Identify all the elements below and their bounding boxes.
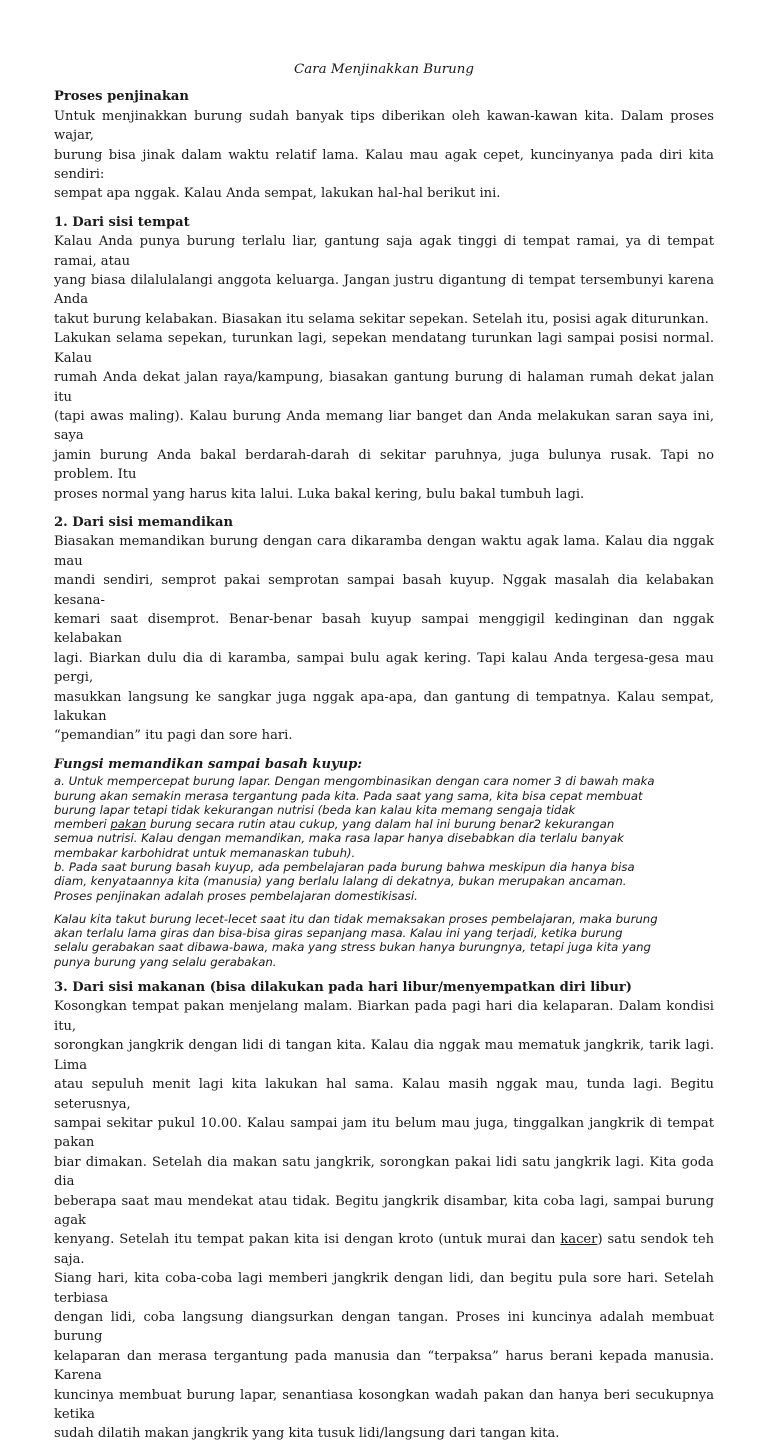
text-line: proses normal yang harus kita lalui. Luka bakal kering, bulu bakal tumbuh lagi. [54, 486, 585, 502]
text-line: jamin burung Anda bakal berdarah-darah di sekitar paruhnya, juga bulunya rusak. Tapi no problem. Itu [54, 447, 714, 483]
kacer-link[interactable]: kacer [560, 1232, 598, 1248]
text-line: sorongkan jangkrik dengan lidi di tangan kita. Kalau dia nggak mau mematuk jangkrik, tarik lagi. Lima [54, 1038, 714, 1073]
text-fragment: kenyang. Setelah itu tempat pakan kita isi dengan kroto (untuk murai dan [54, 1232, 561, 1248]
text-line: kelaparan dan merasa tergantung pada manusia dan “terpaksa” harus berani kepada manusia. Karena [54, 1348, 714, 1384]
fungsi-heading: Fungsi memandikan sampai basah kuyup: [54, 756, 363, 772]
text-line [54, 817, 714, 831]
text-line: burung lapar tetapi tidak kekurangan nutrisi (beda kan kalau kita memang sengaja tidak [54, 802, 576, 817]
text-line: b. Pada saat burung basah kuyup, ada pembelajaran pada burung bahwa meskipun dia hanya bisa [54, 860, 635, 874]
text-line: dengan lidi, coba langsung diangsurkan dengan tangan. Proses ini kuncinya adalah membuat burung [54, 1309, 714, 1345]
document-title: Cara Menjinakkan Burung [294, 62, 474, 77]
section-2-paragraph [54, 532, 714, 745]
text-line: Kosongkan tempat pakan menjelang malam. Biarkan pada pagi hari dia kelaparan. Dalam kondisi itu, [54, 999, 714, 1034]
text-line: sempat apa nggak. Kalau Anda sempat, lakukan hal-hal berikut ini. [54, 186, 501, 202]
text-line: semua nutrisi. Kalau dengan memandikan, maka rasa lapar hanya disebabkan dia terlalu banyak [54, 831, 624, 846]
text-line: burung bisa jinak dalam waktu relatif lama. Kalau mau agak cepet, kuncinyanya pada diri kita sendiri: [54, 147, 714, 183]
text-line: masukkan langsung ke sangkar juga nggak apa-apa, dan gantung di tempatnya. Kalau sempat, lakukan [54, 689, 714, 724]
text-line: Proses penjinakan adalah proses pembelajaran domestikisasi. [54, 888, 418, 903]
text-line: “pemandian” itu pagi dan sore hari. [54, 728, 293, 744]
section-1-heading: 1. Dari sisi tempat [54, 214, 190, 230]
text-line: Siang hari, kita coba-coba lagi memberi jangkrik dengan lidi, dan begitu pula sore hari. Setelah terbiasa [54, 1271, 714, 1306]
text-line: Biasakan memandikan burung dengan cara dikaramba dengan waktu agak lama. Kalau dia nggak mau [54, 534, 714, 569]
text-line: Kalau kita takut burung lecet-lecet saat itu dan tidak memaksakan proses pembelajaran, maka burung [54, 911, 658, 926]
text-fragment: ) satu sendok teh saja. [54, 1232, 714, 1267]
text-line: Lakukan selama sepekan, turunkan lagi, sepekan mendatang turunkan lagi sampai posisi normal. Kalau [54, 331, 714, 366]
text-line: membakar karbohidrat untuk memanaskan tubuh). [54, 845, 356, 860]
text-line: Untuk menjinakkan burung sudah banyak tips diberikan oleh kawan-kawan kita. Dalam proses wajar, [54, 108, 714, 144]
section-2-heading: 2. Dari sisi memandikan [54, 514, 233, 530]
fungsi-note [54, 912, 714, 969]
text-line: biar dimakan. Setelah dia makan satu jangkrik, sorongkan pakai lidi satu jangkrik lagi. Kita goda dia [54, 1154, 714, 1190]
text-line: a. Untuk mempercepat burung lapar. Dengan mengombinasikan dengan cara nomer 3 di bawah maka [54, 774, 655, 789]
text-line: lagi. Biarkan dulu dia di karamba, sampai bulu agak kering. Tapi kalau Anda tergesa-gesa mau pergi, [54, 650, 714, 686]
text-line: rumah Anda dekat jalan raya/kampung, biasakan gantung burung di halaman rumah dekat jalan itu [54, 370, 714, 405]
text-fragment: burung secara rutin atau cukup, yang dalam hal ini burung benar2 kekurangan [146, 817, 615, 832]
text-line [54, 1230, 714, 1269]
text-fragment: memberi [54, 817, 111, 832]
text-line: atau sepuluh menit lagi kita lakukan hal sama. Kalau masih nggak mau, tunda lagi. Begitu seterusnya, [54, 1077, 714, 1112]
section-3-heading: 3. Dari sisi makanan (bisa dilakukan pada hari libur/menyempatkan diri libur) [54, 980, 632, 996]
section-3-paragraph [54, 997, 714, 1443]
text-line: mandi sendiri, semprot pakai semprotan sampai basah kuyup. Nggak masalah dia kelabakan kesana- [54, 573, 714, 608]
text-line: sudah dilatih makan jangkrik yang kita tusuk lidi/langsung dari tangan kita. [54, 1426, 560, 1442]
text-line: Kalau Anda punya burung terlalu liar, gantung saja agak tinggi di tempat ramai, ya di tempat ramai, atau [54, 234, 714, 269]
text-line: (tapi awas maling). Kalau burung Anda memang liar banget dan Anda melakukan saran saya ini, saya [54, 408, 714, 444]
text-line: beberapa saat mau mendekat atau tidak. Begitu jangkrik disambar, kita coba lagi, sampai burung agak [54, 1193, 714, 1228]
text-line: akan terlalu lama giras dan bisa-bisa giras sepanjang masa. Kalau ini yang terjadi, ketika burung [54, 926, 623, 941]
text-line: yang biasa dilalulalangi anggota keluarga. Jangan justru digantung di tempat tersembunyi karena Anda [54, 273, 714, 308]
text-line: punya burung yang selalu gerabakan. [54, 954, 277, 969]
text-line: kuncinya membuat burung lapar, senantiasa kosongkan wadah pakan dan hanya beri secukupnya ketika [54, 1387, 714, 1423]
section-1-paragraph [54, 232, 714, 504]
fungsi-point-b [54, 860, 714, 903]
text-line: takut burung kelabakan. Biasakan itu selama sekitar sepekan. Setelah itu, posisi agak diturunkan. [54, 311, 709, 327]
text-line: diam, kenyataannya kita (manusia) yang berlalu lalang di dekatnya, bukan merupakan ancaman. [54, 874, 627, 889]
pakan-link[interactable]: pakan [110, 817, 147, 832]
fungsi-point-a [54, 774, 714, 860]
text-line: burung akan semakin merasa tergantung pada kita. Pada saat yang sama, kita bisa cepat membuat [54, 788, 643, 803]
text-line: sampai sekitar pukul 10.00. Kalau sampai jam itu belum mau juga, tinggalkan jangkrik di tempat pakan [54, 1115, 714, 1151]
text-line: selalu gerabakan saat dibawa-bawa, maka yang stress bukan hanya burungnya, tetapi juga kita yang [54, 940, 651, 955]
text-line: kemari saat disemprot. Benar-benar basah kuyup sampai menggigil kedinginan dan nggak kelabakan [54, 611, 714, 647]
intro-heading: Proses penjinakan [54, 89, 189, 105]
intro-paragraph [54, 107, 714, 204]
